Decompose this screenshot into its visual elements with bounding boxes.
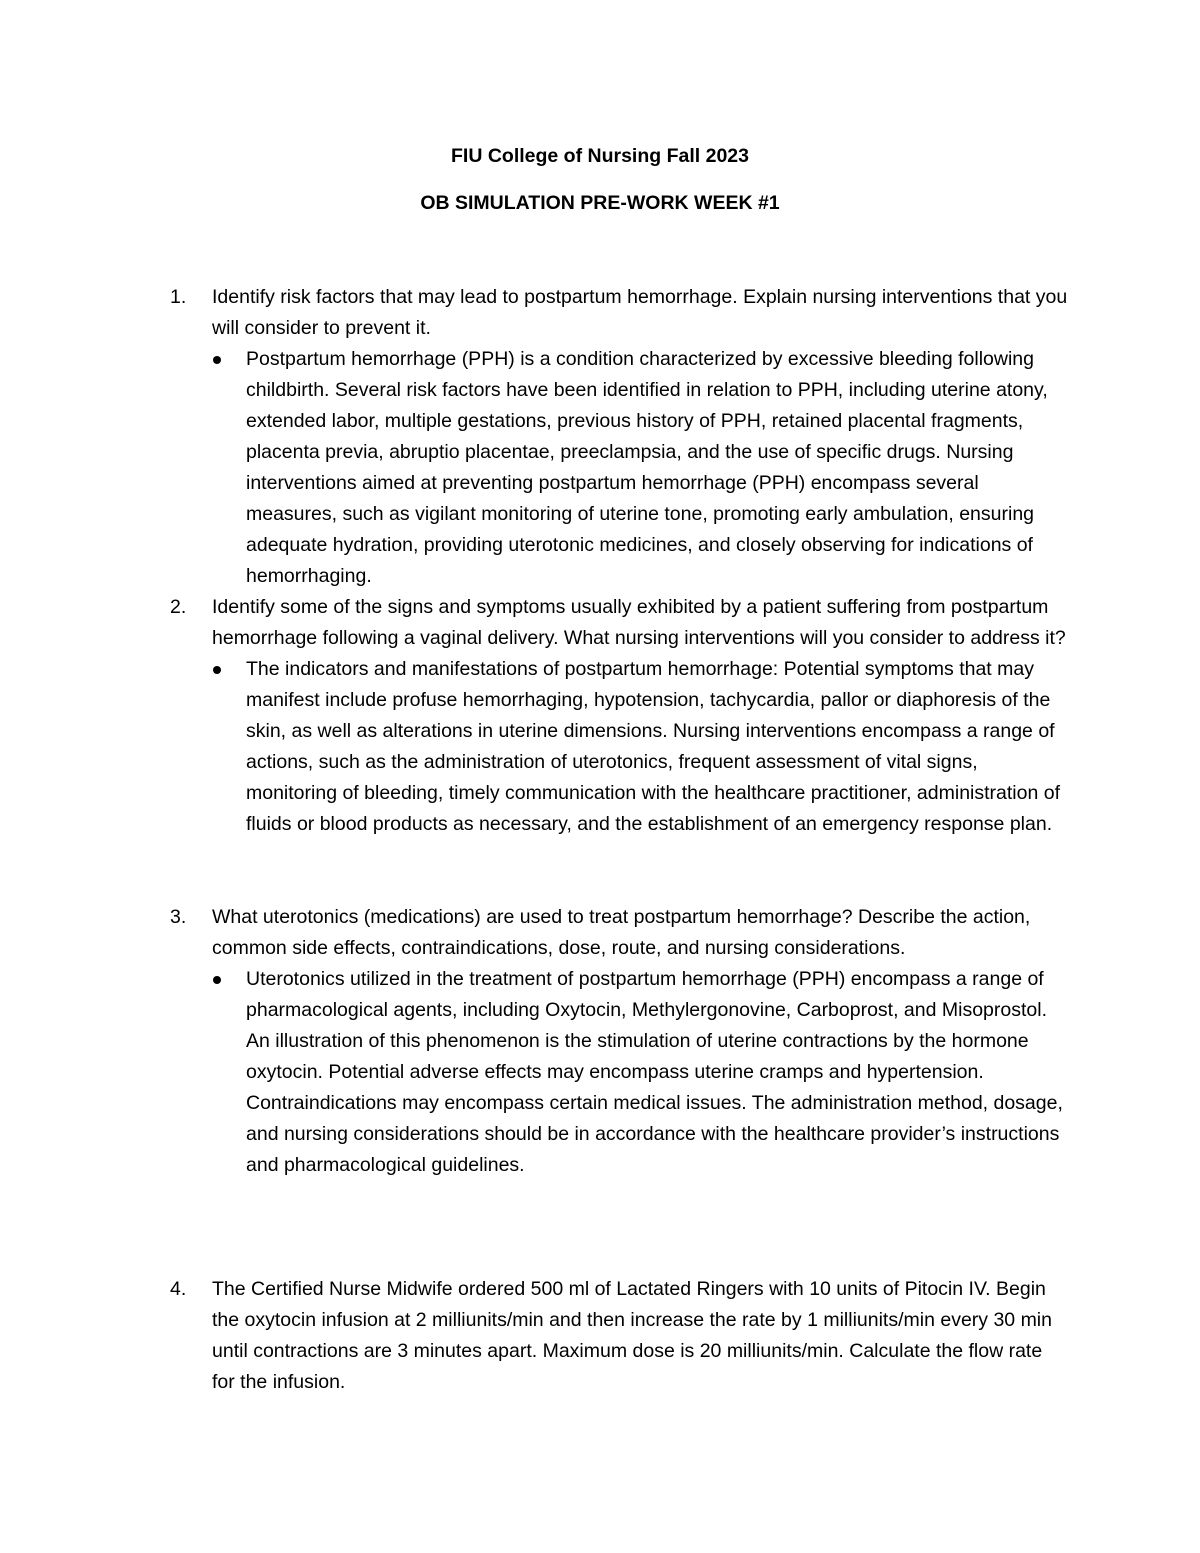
answer-2 (246, 654, 1066, 840)
question-1 (170, 282, 1070, 592)
question-number: 2. (170, 596, 187, 618)
question-text: The Certified Nurse Midwife ordered 500 ml of Lactated Ringers with 10 units of Pitocin IV. Begin the oxytocin infusion at 2 milliunits/min and then increase the rate by 1 milliunits/min every 30 min until contractions are 3 minutes apart. Maximum dose is 20 milliunits/min. Calculate the flow rate for the infusion. (212, 1278, 1052, 1393)
question-text: What uterotonics (medications) are used to treat postpartum hemorrhage? Describe the action, common side effects, contraindications, dose, route, and nursing considerations. (212, 906, 1031, 959)
question-2 (170, 592, 1070, 840)
answer-text: The indicators and manifestations of postpartum hemorrhage: Potential symptoms that may manifest include profuse hemorrhaging, hypotension, tachycardia, pallor or diaphoresis of the skin, as well as alterations in uterine dimensions. Nursing interventions encompass a range of actions, such as the administration of uterotonics, frequent assessment of vital signs, monitoring of bleeding, timely communication with the healthcare practitioner, administration of fluids or blood products as necessary, and the establishment of an emergency response plan. (246, 658, 1061, 835)
question-number: 4. (170, 1278, 187, 1300)
document-subtitle: OB SIMULATION PRE-WORK WEEK #1 (420, 192, 780, 214)
bullet-icon (213, 976, 221, 984)
document-title: FIU College of Nursing Fall 2023 (451, 145, 749, 167)
answer-1 (246, 344, 1066, 592)
answer-text: Postpartum hemorrhage (PPH) is a condition characterized by excessive bleeding following childbirth. Several risk factors have been identified in relation to PPH, including uterine atony, extended labor, multiple gestations, previous history of PPH, retained placental fragments, placenta previa, abruptio placentae, preeclampsia, and the use of specific drugs. Nursing interventions aimed at preventing postpartum hemorrhage (PPH) encompass several measures, such as vigilant monitoring of uterine tone, promoting early ambulation, ensuring adequate hydration, providing uterotonic medicines, and closely observing for indications of hemorrhaging. (246, 348, 1048, 587)
question-4 (170, 1274, 1070, 1398)
bullet-icon (213, 666, 221, 674)
answer-text: Uterotonics utilized in the treatment of postpartum hemorrhage (PPH) encompass a range of pharmacological agents, including Oxytocin, Methylergonovine, Carboprost, and Misoprostol. An illustration of this phenomenon is the stimulation of uterine contractions by the hormone oxytocin. Potential adverse effects may encompass uterine cramps and hypertension. Contraindications may encompass certain medical issues. The administration method, dosage, and nursing considerations should be in accordance with the healthcare provider’s instructions and pharmacological guidelines. (246, 968, 1063, 1176)
bullet-icon (213, 356, 221, 364)
answer-3 (246, 964, 1066, 1181)
question-number: 3. (170, 906, 187, 928)
question-text: Identify risk factors that may lead to postpartum hemorrhage. Explain nursing interventions that you will consider to prevent it. (212, 286, 1068, 339)
question-text: Identify some of the signs and symptoms usually exhibited by a patient suffering from postpartum hemorrhage following a vaginal delivery. What nursing interventions will you consider to address it? (212, 596, 1066, 649)
question-3 (170, 902, 1070, 1181)
question-number: 1. (170, 286, 187, 308)
